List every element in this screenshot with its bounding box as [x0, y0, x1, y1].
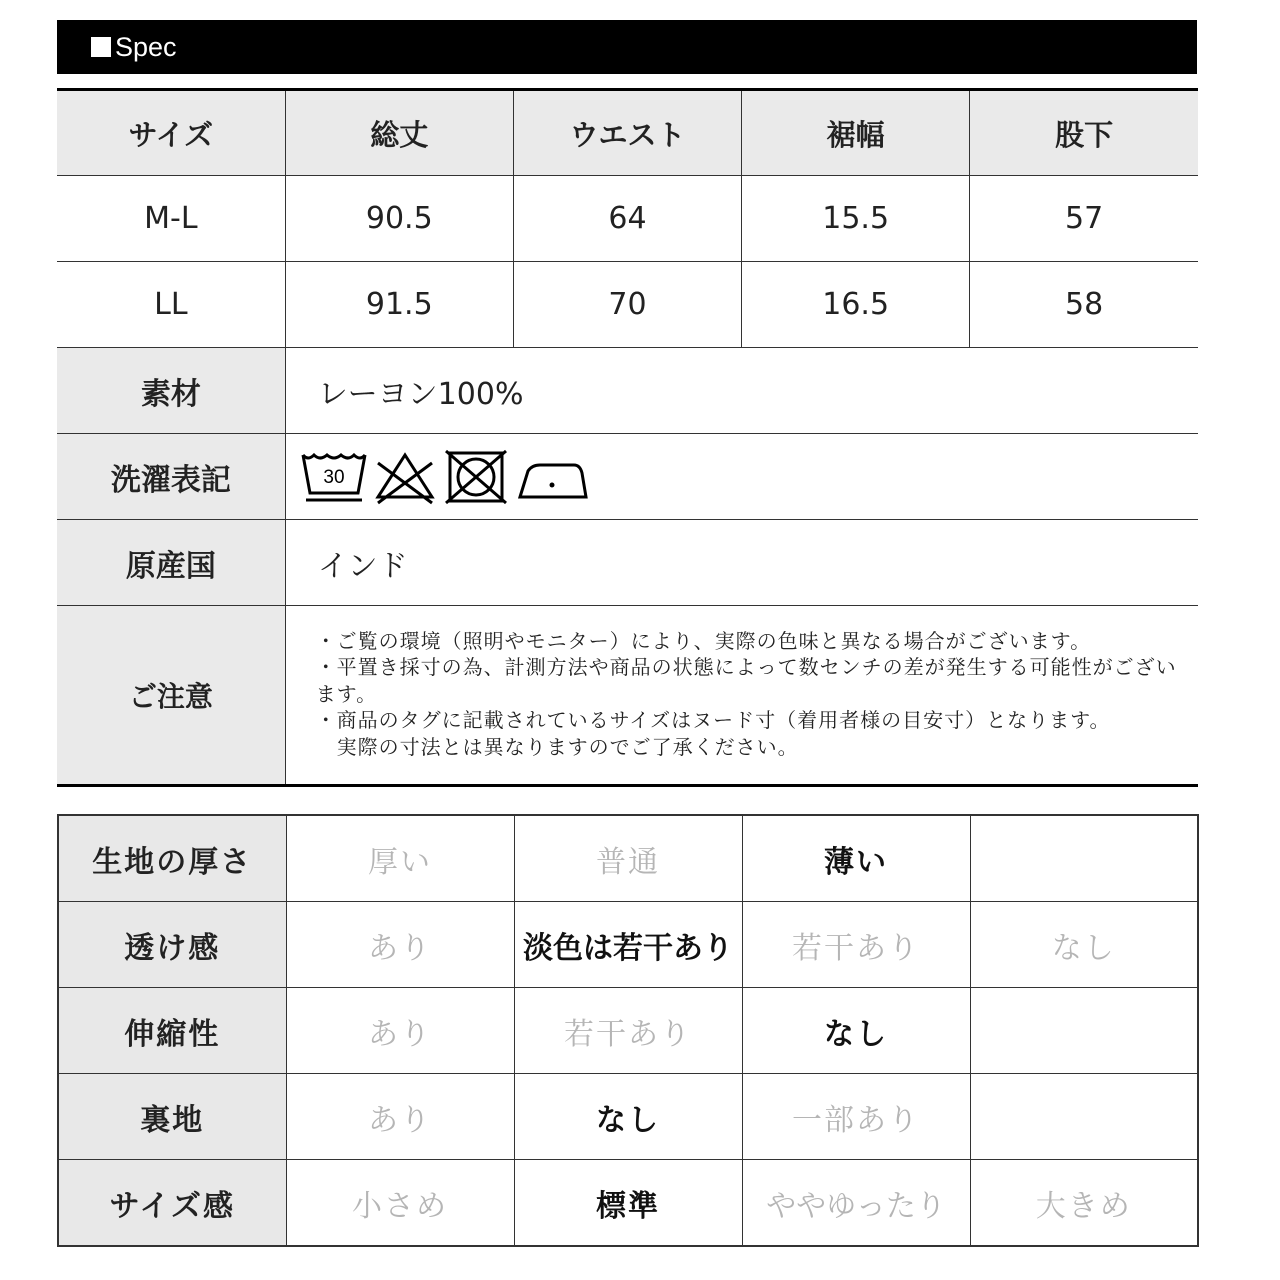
- note-line: 実際の寸法とは異なりますのでご了承ください。: [315, 734, 799, 759]
- feel-row: [58, 902, 1198, 988]
- feel-row: [58, 1074, 1198, 1160]
- feel-option: [970, 1074, 1198, 1160]
- notes-text: [285, 606, 1198, 786]
- feel-option: 若干あり: [742, 902, 970, 988]
- wash-temperature: 30: [323, 466, 345, 488]
- spec-table: [57, 88, 1198, 787]
- size-header-cell: 総丈: [285, 90, 513, 176]
- size-cell: 70: [513, 262, 741, 348]
- notes-label: ご注意: [57, 606, 285, 786]
- material-row: [57, 348, 1198, 434]
- size-header-cell: ウエスト: [513, 90, 741, 176]
- feel-option-selected: 標準: [514, 1160, 742, 1247]
- fabric-feel-table: [57, 814, 1199, 1247]
- feel-option: あり: [286, 1074, 514, 1160]
- note-line: ・ご覧の環境（照明やモニター）により、実際の色味と異なる場合がございます。: [315, 628, 1092, 653]
- feel-option-selected: 淡色は若干あり: [514, 902, 742, 988]
- note-line: ・商品のタグに記載されているサイズはヌード寸（着用者様の目安寸）となります。: [315, 708, 1111, 733]
- feel-option: 普通: [514, 815, 742, 902]
- feel-option: あり: [286, 988, 514, 1074]
- size-header-cell: 裾幅: [742, 90, 970, 176]
- size-cell: 57: [970, 176, 1198, 262]
- size-header-cell: 股下: [970, 90, 1198, 176]
- size-row: [57, 176, 1198, 262]
- feel-label: 裏地: [58, 1074, 286, 1160]
- feel-option: 若干あり: [514, 988, 742, 1074]
- wash-30-tub-icon: [300, 449, 368, 505]
- feel-option: ややゆったり: [742, 1160, 970, 1247]
- feel-option-selected: なし: [742, 988, 970, 1074]
- origin-row: [57, 520, 1198, 606]
- notes-row: [57, 606, 1198, 786]
- feel-option: あり: [286, 902, 514, 988]
- origin-value: インド: [285, 520, 1198, 606]
- no-tumble-dry-icon: [442, 449, 510, 505]
- feel-option: [970, 815, 1198, 902]
- section-title: Spec: [115, 31, 177, 62]
- material-label: 素材: [57, 348, 285, 434]
- care-label: 洗濯表記: [57, 434, 285, 520]
- feel-option: 一部あり: [742, 1074, 970, 1160]
- feel-option: 大きめ: [970, 1160, 1198, 1247]
- size-cell: M-L: [57, 176, 285, 262]
- feel-label: 伸縮性: [58, 988, 286, 1074]
- size-header-cell: サイズ: [57, 90, 285, 176]
- note-line: ・平置き採寸の為、計測方法や商品の状態によって数センチの差が発生する可能性がございます。: [315, 655, 1177, 706]
- feel-label: サイズ感: [58, 1160, 286, 1247]
- feel-row: [58, 1160, 1198, 1247]
- feel-label: 生地の厚さ: [58, 815, 286, 902]
- no-bleach-icon: [372, 449, 438, 505]
- size-cell: 16.5: [742, 262, 970, 348]
- spec-header-bar: [57, 20, 1197, 74]
- feel-row: [58, 815, 1198, 902]
- size-cell: 58: [970, 262, 1198, 348]
- square-bullet-icon: [91, 37, 111, 57]
- feel-option: 小さめ: [286, 1160, 514, 1247]
- iron-low-icon: [514, 449, 590, 505]
- feel-option-selected: 薄い: [742, 815, 970, 902]
- feel-option: [970, 988, 1198, 1074]
- feel-row: [58, 988, 1198, 1074]
- feel-option: 厚い: [286, 815, 514, 902]
- size-cell: 64: [513, 176, 741, 262]
- size-cell: LL: [57, 262, 285, 348]
- size-row: [57, 262, 1198, 348]
- origin-label: 原産国: [57, 520, 285, 606]
- feel-label: 透け感: [58, 902, 286, 988]
- care-icons-cell: [285, 434, 1198, 520]
- feel-option: なし: [970, 902, 1198, 988]
- material-value: レーヨン100%: [285, 348, 1198, 434]
- care-row: [57, 434, 1198, 520]
- size-cell: 15.5: [742, 176, 970, 262]
- size-header-row: [57, 90, 1198, 176]
- size-cell: 91.5: [285, 262, 513, 348]
- feel-option-selected: なし: [514, 1074, 742, 1160]
- size-cell: 90.5: [285, 176, 513, 262]
